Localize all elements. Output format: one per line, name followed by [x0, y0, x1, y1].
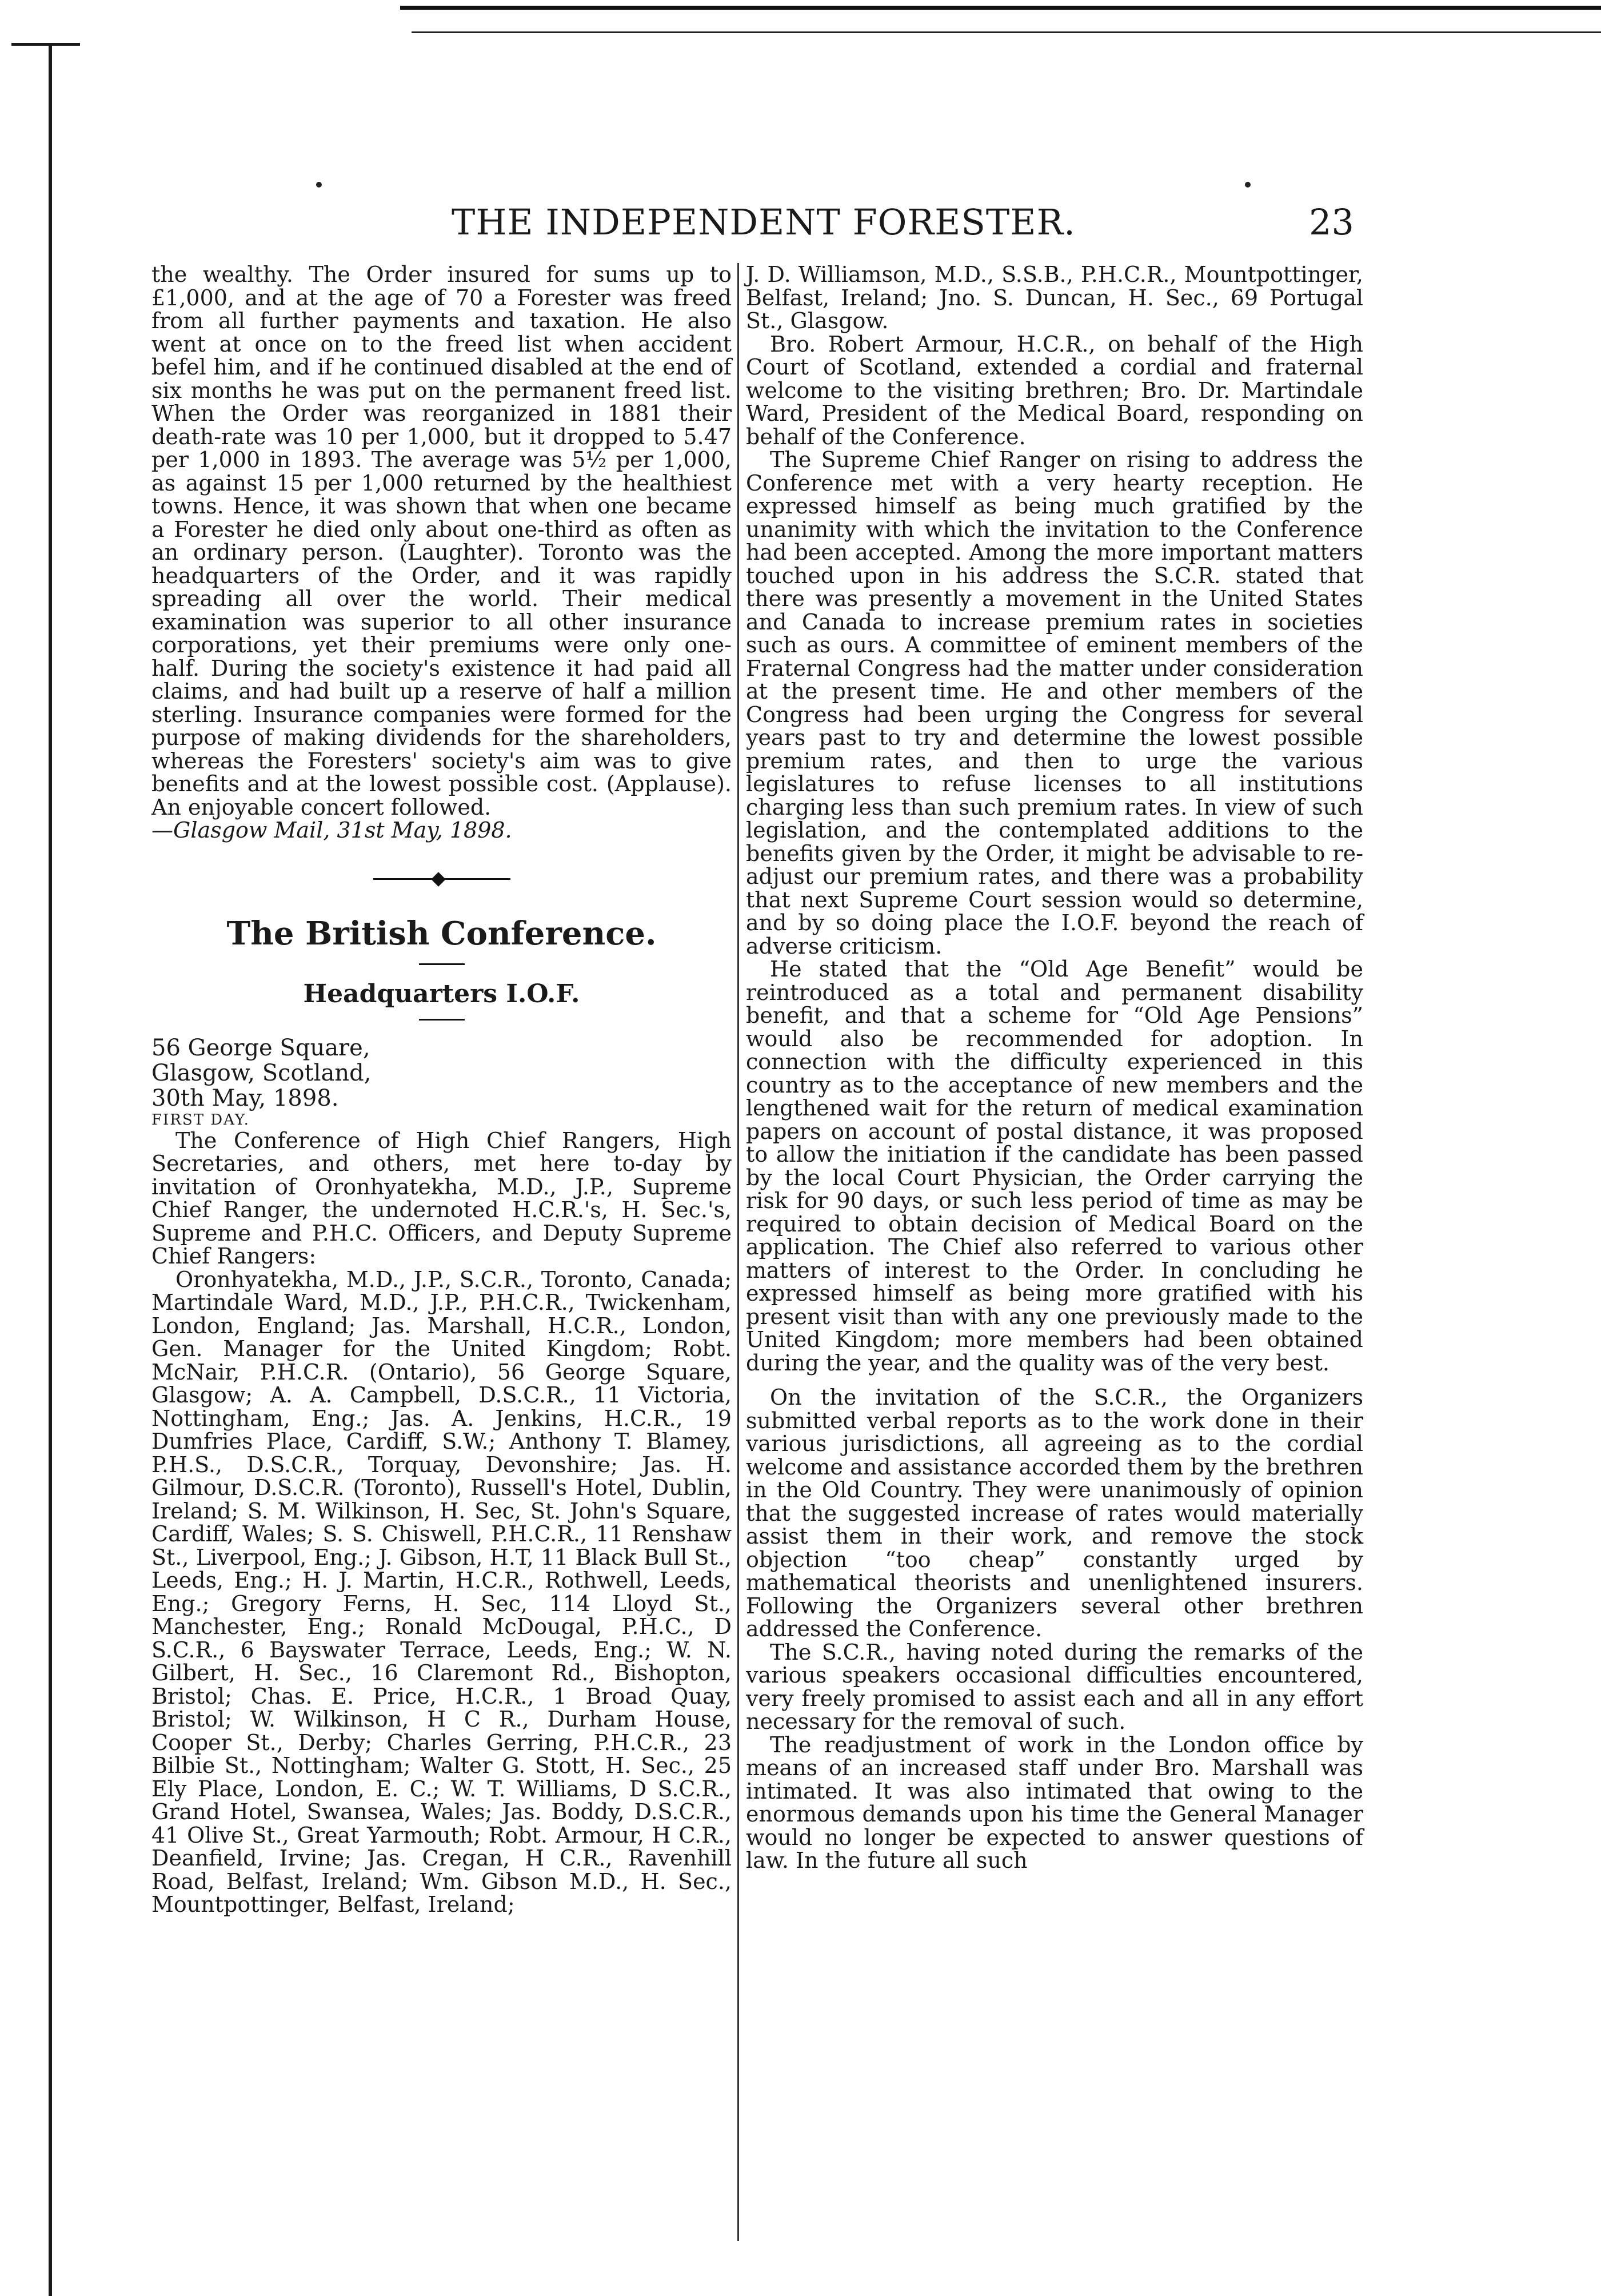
scan-edge-top: [400, 6, 1601, 10]
running-title: THE INDEPENDENT FORESTER.: [452, 201, 1076, 243]
attendee-list-continued: J. D. Williamson, M.D., S.S.B., P.H.C.R., Mountpottinger, Belfast, Ireland; Jno. S. Duncan, H. Sec., 69 Portugal St., Glasgow.: [746, 262, 1363, 333]
ornament-divider: [373, 876, 510, 881]
address-line-1: 56 George Square,: [151, 1034, 370, 1061]
scan-edge-left-tick: [11, 43, 80, 46]
paragraph-readjustment: The readjustment of work in the London office by means of an increased staff under Bro. Marshall was intimated. It was also intimated that owing to the enormous demands upon his time the General Manager would no longer be expected to answer questions of law. In the future all such: [746, 1732, 1363, 1873]
day-heading: FIRST DAY.: [151, 1111, 250, 1129]
right-column: [746, 263, 1363, 1872]
title-rule: [419, 963, 465, 965]
address-line-2: Glasgow, Scotland,: [151, 1059, 372, 1086]
source-citation: —Glasgow Mail, 31st May, 1898.: [151, 818, 512, 843]
paragraph-armour: Bro. Robert Armour, H.C.R., on behalf of the High Court of Scotland, extended a cordial and fraternal welcome to the visiting brethren; Bro. Dr. Martindale Ward, President of the Medical Board, responding on behalf of the Conference.: [746, 331, 1363, 449]
scan-edge-left: [49, 43, 52, 2296]
intro-paragraph: The Conference of High Chief Rangers, High Secretaries, and others, met here to-day by invitation of Oronhyatekha, M.D., J.P., Supreme Chief Ranger, the undernoted H.C.R.'s, H. Sec.'s, Supreme and P.H.C. Officers, and Deputy Supreme Chief Rangers:: [151, 1127, 732, 1269]
paragraph-difficulties: The S.C.R., having noted during the remarks of the various speakers occasional difficulties encountered, very freely promised to assist each and all in any effort necessary for the removal of such.: [746, 1639, 1363, 1734]
date-line: 30th May, 1898.: [151, 1085, 339, 1111]
article-continuation: the wealthy. The Order insured for sums up to £1,000, and at the age of 70 a Forester was freed from all further payments and taxation. He also went at once on to the freed list when accident befel him, and if he continued disabled at the end of six months he was put on the permanent freed list. When the Order was reorganized in 1881 their death-rate was 10 per 1,000, but it dropped to 5.47 per 1,000 in 1893. The average was 5½ per 1,000, as against 15 per 1,000 returned by the healthiest towns. Hence, it was shown that when one became a Forester he died only about one-third as often as an ordinary person. (Laughter). Toronto was the headquarters of the Order, and it was rapidly spreading all over the world. Their medical examination was superior to all other insurance corporations, yet their premiums were only one-half. During the society's existence it had paid all claims, and had built up a reserve of half a million sterling. Insurance companies were formed for the purpose of making dividends for the shareholders, whereas the Foresters' society's aim was to give benefits and at the lowest possible cost. (Applause). An enjoyable concert followed.: [151, 262, 732, 820]
scan-edge-rule: [412, 31, 1601, 33]
attendee-list: Oronhyatekha, M.D., J.P., S.C.R., Toronto, Canada; Martindale Ward, M.D., J.P., P.H.C.R., Twickenham, London, England; Jas. Marshall, H.C.R., London, Gen. Manager for the United Kingdom; Robt. McNair, P.H.C.R. (Ontario), 56 George Square, Glasgow; A. A. Campbell, D.S.C.R., 11 Victoria, Nottingham, Eng.; Jas. A. Jenkins, H.C.R., 19 Dumfries Place, Cardiff, S.W.; Anthony T. Blamey, P.H.S., D.S.C.R., Torquay, Devonshire; Jas. H. Gilmour, D.S.C.R. (Toronto), Russell's Hotel, Dublin, Ireland; S. M. Wilkinson, H. Sec, St. John's Square, Cardiff, Wales; S. S. Chiswell, P.H.C.R., 11 Renshaw St., Liverpool, Eng.; J. Gibson, H.T, 11 Black Bull St., Leeds, Eng.; H. J. Martin, H.C.R., Rothwell, Leeds, Eng.; Gregory Ferns, H. Sec, 114 Lloyd St., Manchester, Eng.; Ronald McDougal, P.H.C., D S.C.R., 6 Bayswater Terrace, Leeds, Eng.; W. N. Gilbert, H. Sec., 16 Claremont Rd., Bishopton, Bristol; Chas. E. Price, H.C.R., 1 Broad Quay, Bristol; W. Wilkinson, H C R., Durham House, Cooper St., Derby; Charles Gerring, P.H.C.R., 23 Bilbie St., Nottingham; Walter G. Stott, H. Sec., 25 Ely Place, London, E. C.; W. T. Williams, D S.C.R., Grand Hotel, Swansea, Wales; Jas. Boddy, D.S.C.R., 41 Olive St., Great Yarmouth; Robt. Armour, H C.R., Deanfield, Irvine; Jas. Cregan, H C.R., Ravenhill Road, Belfast, Ireland; Wm. Gibson M.D., H. Sec., Mountpottinger, Belfast, Ireland;: [151, 1266, 732, 1917]
paragraph-organizers: On the invitation of the S.C.R., the Organizers submitted verbal reports as to the work done in their various jurisdictions, all agreeing as to the cordial welcome and assistance accorded them by the brethren in the Old Country. They were unanimously of opinion that the suggested increase of rates would materially assist them in their work, and remove the stock objection “too cheap” constantly urged by mathematical theorists and unenlightened insurers. Following the Organizers several other brethren addressed the Conference.: [746, 1385, 1363, 1641]
page-number: 23: [1309, 201, 1354, 243]
paragraph-scr-address: The Supreme Chief Ranger on rising to address the Conference met with a very hearty reception. He expressed himself as being much gratified by the unanimity with which the invitation to the Conference had been accepted. Among the more important matters touched upon in his address the S.C.R. stated that there was presently a movement in the United States and Canada to increase premium rates in societies such as ours. A committee of eminent members of the Fraternal Congress had the matter under consideration at the present time. He and other members of the Congress had been urging the Congress for several years past to try and determine the lowest possible premium rates, and then to urge the various legislatures to refuse licenses to all institutions charging less than such premium rates. In view of such legislation, and the contemplated additions to the benefits given by the Order, it might be advisable to re-adjust our premium rates, and there was a probability that next Supreme Court session would so determine, and by so doing place the I.O.F. beyond the reach of adverse criticism.: [746, 447, 1363, 959]
scan-speck: [1245, 182, 1251, 188]
paragraph-old-age-benefit: He stated that the “Old Age Benefit” would be reintroduced as a total and permanent disability benefit, and that a scheme for “Old Age Pensions” would also be recommended for adoption. In connection with the difficulty experienced in this country as to the acceptance of new members and the lengthened wait for the return of medical examination papers on account of postal distance, it was proposed to allow the initiation if the candidate has been passed by the local Court Physician, the Order carrying the risk for 90 days, or such less period of time as may be required to obtain decision of Medical Board on the application. The Chief also referred to various other matters of interest to the Order. In concluding he expressed himself as being more gratified with his present visit than with any one previously made to the United Kingdom; more members had been obtained during the year, and the quality was of the very best.: [746, 956, 1363, 1376]
section-subtitle: Headquarters I.O.F.: [303, 979, 580, 1009]
scan-speck: [316, 182, 322, 188]
section-title: The British Conference.: [226, 914, 657, 952]
left-column: [151, 263, 732, 1916]
column-divider: [737, 263, 739, 2241]
subtitle-rule: [419, 1019, 465, 1021]
